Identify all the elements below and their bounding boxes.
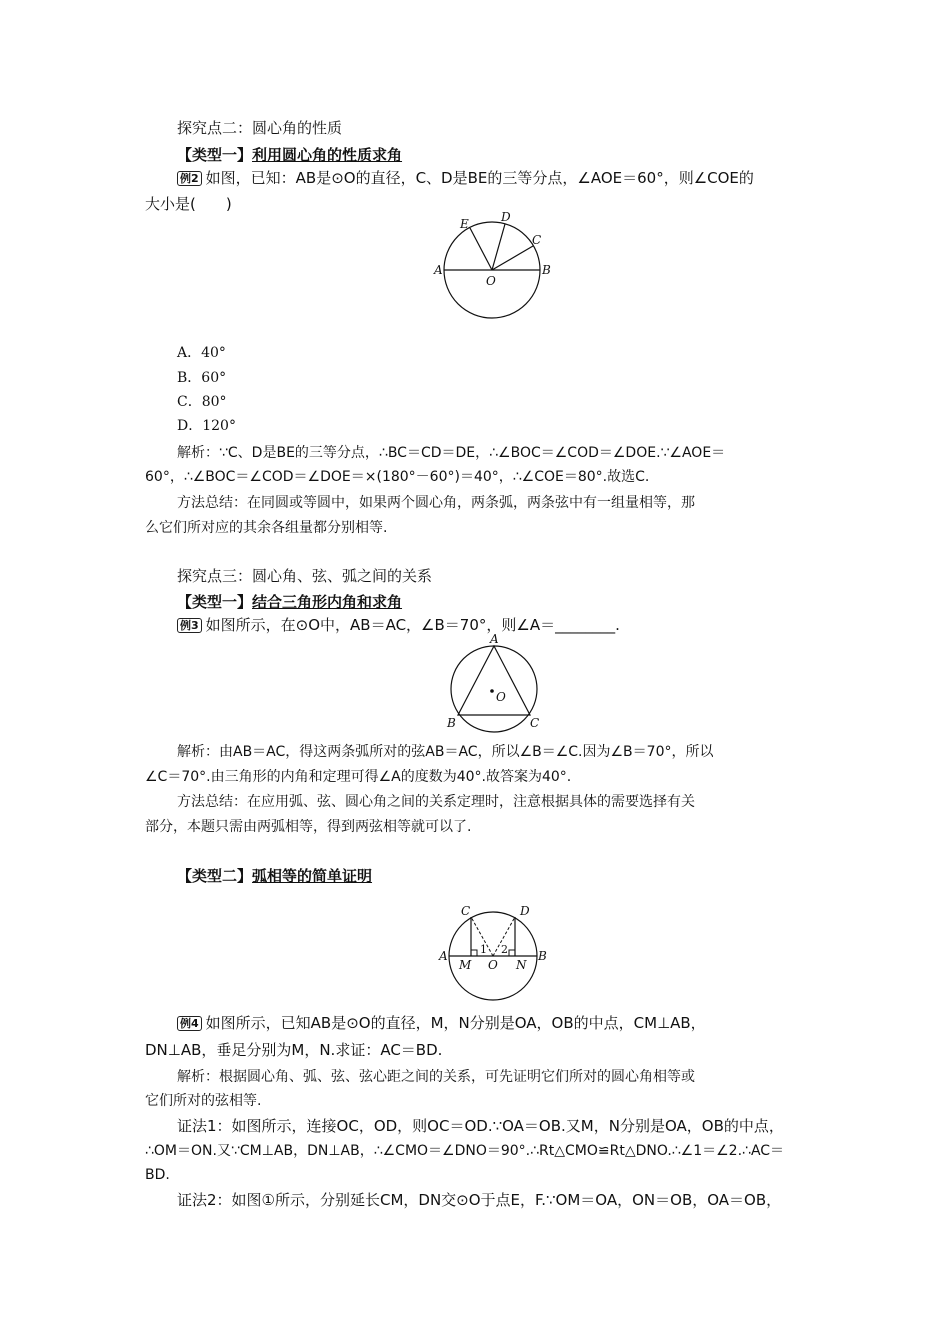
fig3-label-m: M <box>459 958 472 972</box>
analysis-continued: ∠C＝70°.由三角形的内角和定理可得∠A的度数为40°.故答案为40°. <box>145 769 572 785</box>
proof-method-1-continued: ∴OM＝ON.又∵CM⊥AB，DN⊥AB，∴∠CMO＝∠DNO＝90°.∴Rt△CMO≌Rt△DNO.∴∠1＝∠2.∴AC＝ <box>145 1143 785 1159</box>
type-title: 利用圆心角的性质求角 <box>252 146 403 164</box>
fig3-label-c: C <box>461 904 471 918</box>
option-b: B．60° <box>177 370 227 386</box>
type-title: 结合三角形内角和求角 <box>252 593 403 611</box>
proof-method-1-end: BD. <box>145 1167 170 1183</box>
fig2-label-o: O <box>496 690 506 704</box>
section-heading: 探究点二：圆心角的性质 <box>177 119 343 137</box>
circle-figure-1 <box>425 208 565 320</box>
method-summary: 方法总结：在同圆或等圆中，如果两个圆心角，两条弧，两条弦中有一组量相等，那 <box>177 495 695 511</box>
fig3-label-d: D <box>520 904 530 918</box>
circle-figure-2 <box>440 633 548 733</box>
option-c: C．80° <box>177 394 227 410</box>
question-text: 如图所示，已知AB是⊙O的直径，M，N分别是OA，OB的中点，CM⊥AB， <box>205 1014 706 1032</box>
option-a: A．40° <box>177 345 226 361</box>
type-heading <box>177 145 402 165</box>
section-heading: 探究点三：圆心角、弦、弧之间的关系 <box>177 567 433 585</box>
example-tag: 例4 <box>177 1016 202 1031</box>
type-heading <box>177 866 372 886</box>
proof-method-2: 证法2：如图①所示，分别延长CM，DN交⊙O于点E，F.∵OM＝OA，ON＝OB，OA＝OB， <box>177 1191 782 1209</box>
fig1-label-b: B <box>542 263 551 277</box>
type-label: 【类型二】 <box>177 867 253 885</box>
fig3-label-a: A <box>439 949 448 963</box>
fig1-label-e: E <box>460 217 469 231</box>
analysis: 解析：由AB＝AC，得这两条弧所对的弦AB＝AC，所以∠B＝∠C.因为∠B＝70°，所以 <box>177 744 714 760</box>
type-label: 【类型一】 <box>177 146 253 164</box>
type-label: 【类型一】 <box>177 593 253 611</box>
fig2-label-b: B <box>447 716 456 730</box>
example-question <box>177 1013 706 1033</box>
question-continued: 大小是( ) <box>145 195 232 213</box>
example-tag: 例2 <box>177 171 202 186</box>
example-question <box>177 615 620 635</box>
option-d: D．120° <box>177 418 236 434</box>
fig3-angle-2: 2 <box>501 943 508 956</box>
type-heading <box>177 592 402 612</box>
analysis: 解析：根据圆心角、弧、弦、弦心距之间的关系，可先证明它们所对的圆心角相等或 <box>177 1069 695 1085</box>
fig3-label-o: O <box>488 958 498 972</box>
circle-figure-3 <box>432 904 557 1006</box>
fig2-label-a: A <box>490 633 499 646</box>
analysis-continued: 它们所对的弦相等. <box>145 1093 262 1109</box>
fig2-label-c: C <box>530 716 540 730</box>
fig1-label-a: A <box>434 263 443 277</box>
method-summary: 方法总结：在应用弧、弦、圆心角之间的关系定理时，注意根据具体的需要选择有关 <box>177 794 695 810</box>
fig1-label-d: D <box>501 210 511 224</box>
question-text: 如图所示，在⊙O中，AB＝AC，∠B＝70°，则∠A＝________. <box>205 616 620 634</box>
method-summary-continued: 么它们所对应的其余各组量都分别相等. <box>145 520 388 536</box>
proof-method-1: 证法1：如图所示，连接OC，OD，则OC＝OD.∵OA＝OB.又M，N分别是OA，OB的中点， <box>177 1117 784 1135</box>
example-tag: 例3 <box>177 618 202 633</box>
fig3-angle-1: 1 <box>480 943 487 956</box>
analysis-continued: 60°，∴∠BOC＝∠COD＝∠DOE＝×(180°－60°)＝40°，∴∠COE＝80°.故选C. <box>145 469 650 485</box>
fig1-label-c: C <box>532 233 542 247</box>
example-question <box>177 168 754 188</box>
fig1-label-o: O <box>486 274 496 288</box>
question-text: 如图，已知：AB是⊙O的直径，C、D是BE的三等分点，∠AOE＝60°，则∠COE的 <box>205 169 754 187</box>
type-title: 弧相等的简单证明 <box>252 867 373 885</box>
analysis: 解析：∵C、D是BE的三等分点，∴BC＝CD＝DE，∴∠BOC＝∠COD＝∠DOE.∵∠AOE＝ <box>177 445 726 461</box>
fig3-label-b: B <box>538 949 547 963</box>
fig3-label-n: N <box>516 958 527 972</box>
method-summary-continued: 部分，本题只需由两弧相等，得到两弦相等就可以了. <box>145 819 472 835</box>
question-continued: DN⊥AB，垂足分别为M，N.求证：AC＝BD. <box>145 1041 443 1059</box>
